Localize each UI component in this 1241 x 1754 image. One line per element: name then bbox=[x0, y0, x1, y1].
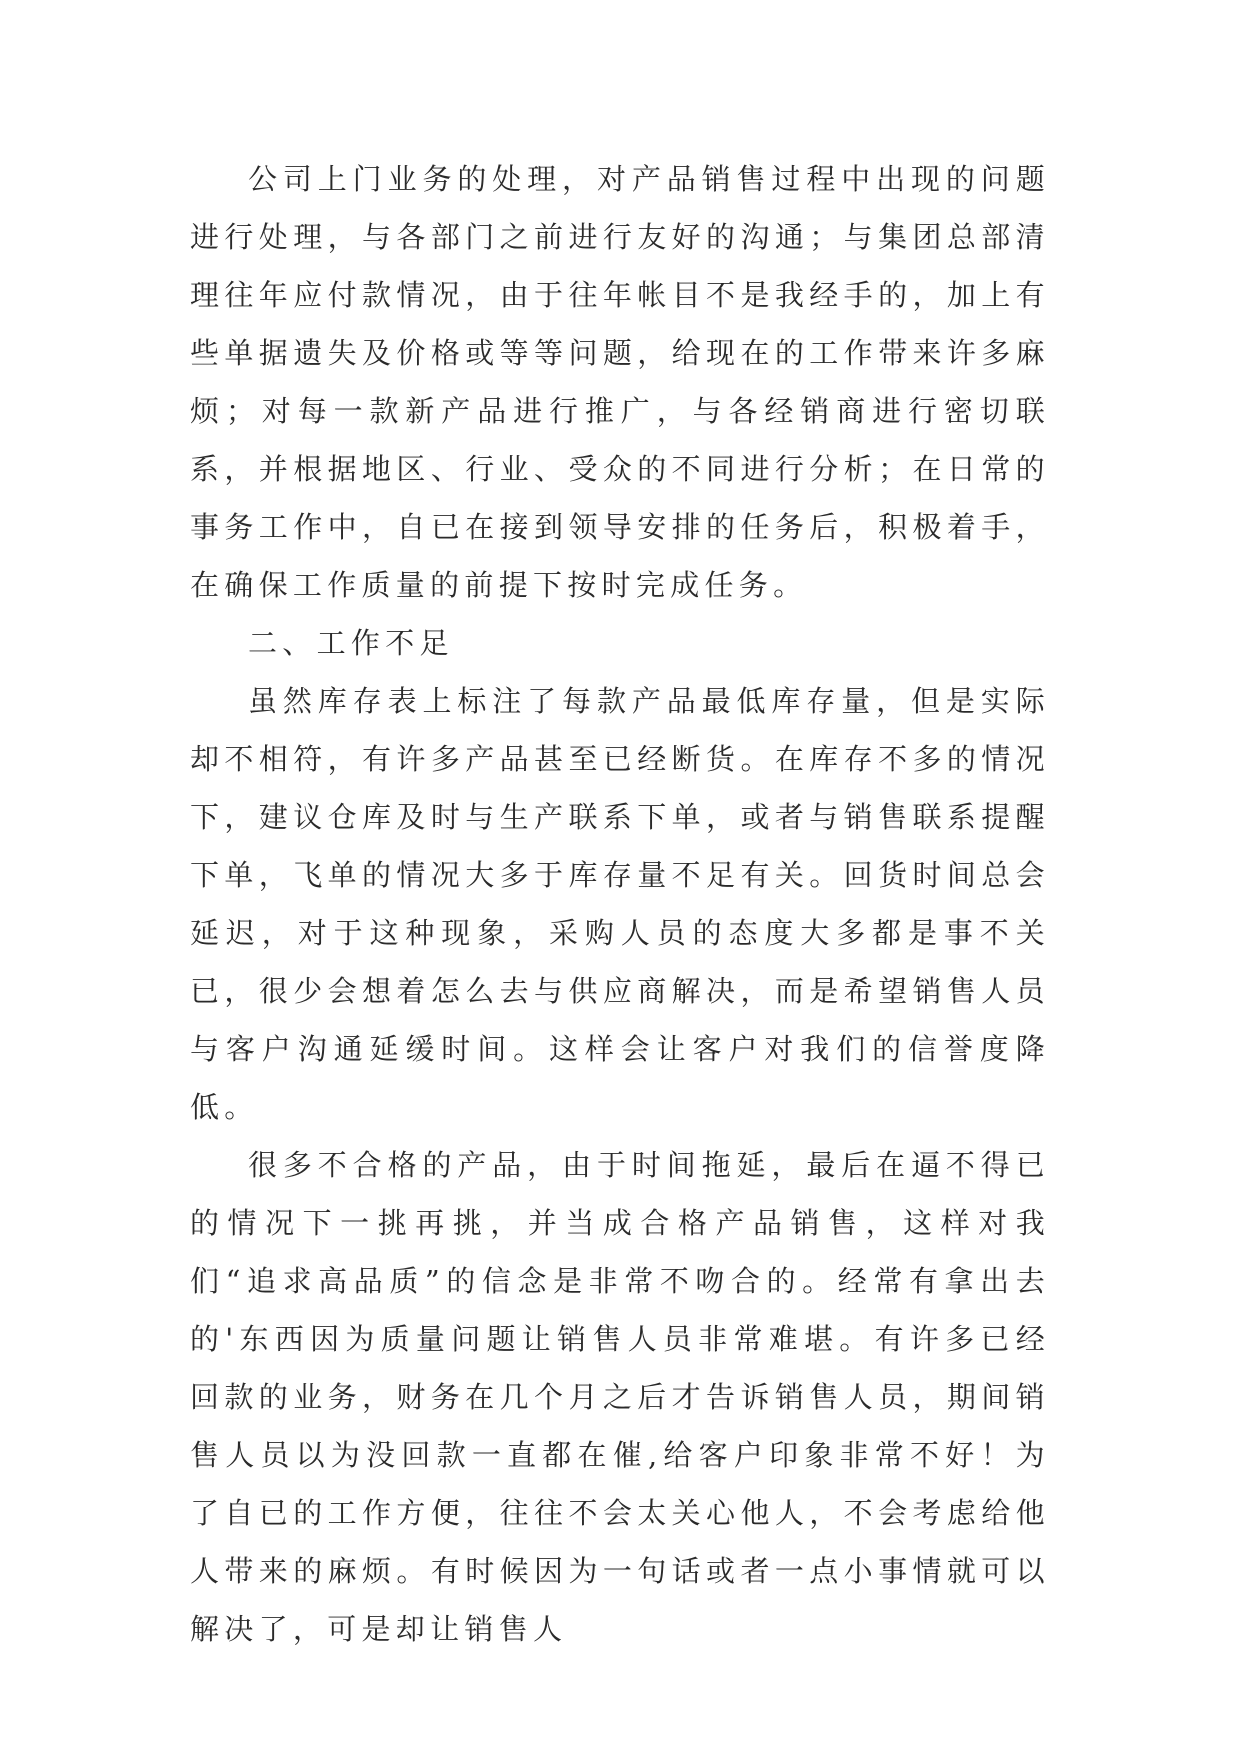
section-heading-text: 二、工作不足 bbox=[248, 626, 454, 660]
paragraph-intro-text: 公司上门业务的处理，对产品销售过程中出现的问题进行处理，与各部门之前进行友好的沟通；与集团总部清理往年应付款情况，由于往年帐目不是我经手的，加上有些单据遗失及价格或等等问题，给现在的工作带来许多麻烦；对每一款新产品进行推广，与各经销商进行密切联系，并根据地区、行业、受众的不同进行分析；在日常的事务工作中，自已在接到领导安排的任务后，积极着手，在确保工作质量的前提下按时完成任务。 bbox=[190, 162, 1050, 602]
paragraph-quality-text: 很多不合格的产品，由于时间拖延，最后在逼不得已的情况下一挑再挑，并当成合格产品销售，这样对我们“追求高品质”的信念是非常不吻合的。经常有拿出去的'东西因为质量问题让销售人员非常难堪。有许多已经回款的业务，财务在几个月之后才告诉销售人员，期间销售人员以为没回款一直都在催,给客户印象非常不好！为了自已的工作方便，往往不会太关心他人，不会考虑给他人带来的麻烦。有时候因为一句话或者一点小事情就可以解决了，可是却让销售人 bbox=[190, 1148, 1050, 1646]
paragraph-quality bbox=[190, 1136, 1050, 1658]
document-body bbox=[190, 150, 1050, 1658]
paragraph-intro bbox=[190, 150, 1050, 614]
paragraph-inventory-text: 虽然库存表上标注了每款产品最低库存量，但是实际却不相符，有许多产品甚至已经断货。在库存不多的情况下，建议仓库及时与生产联系下单，或者与销售联系提醒下单，飞单的情况大多于库存量不足有关。回货时间总会延迟，对于这种现象，采购人员的态度大多都是事不关已，很少会想着怎么去与供应商解决，而是希望销售人员与客户沟通延缓时间。这样会让客户对我们的信誉度降低。 bbox=[190, 684, 1050, 1124]
section-heading-work-shortcomings bbox=[190, 614, 1050, 672]
paragraph-inventory bbox=[190, 672, 1050, 1136]
